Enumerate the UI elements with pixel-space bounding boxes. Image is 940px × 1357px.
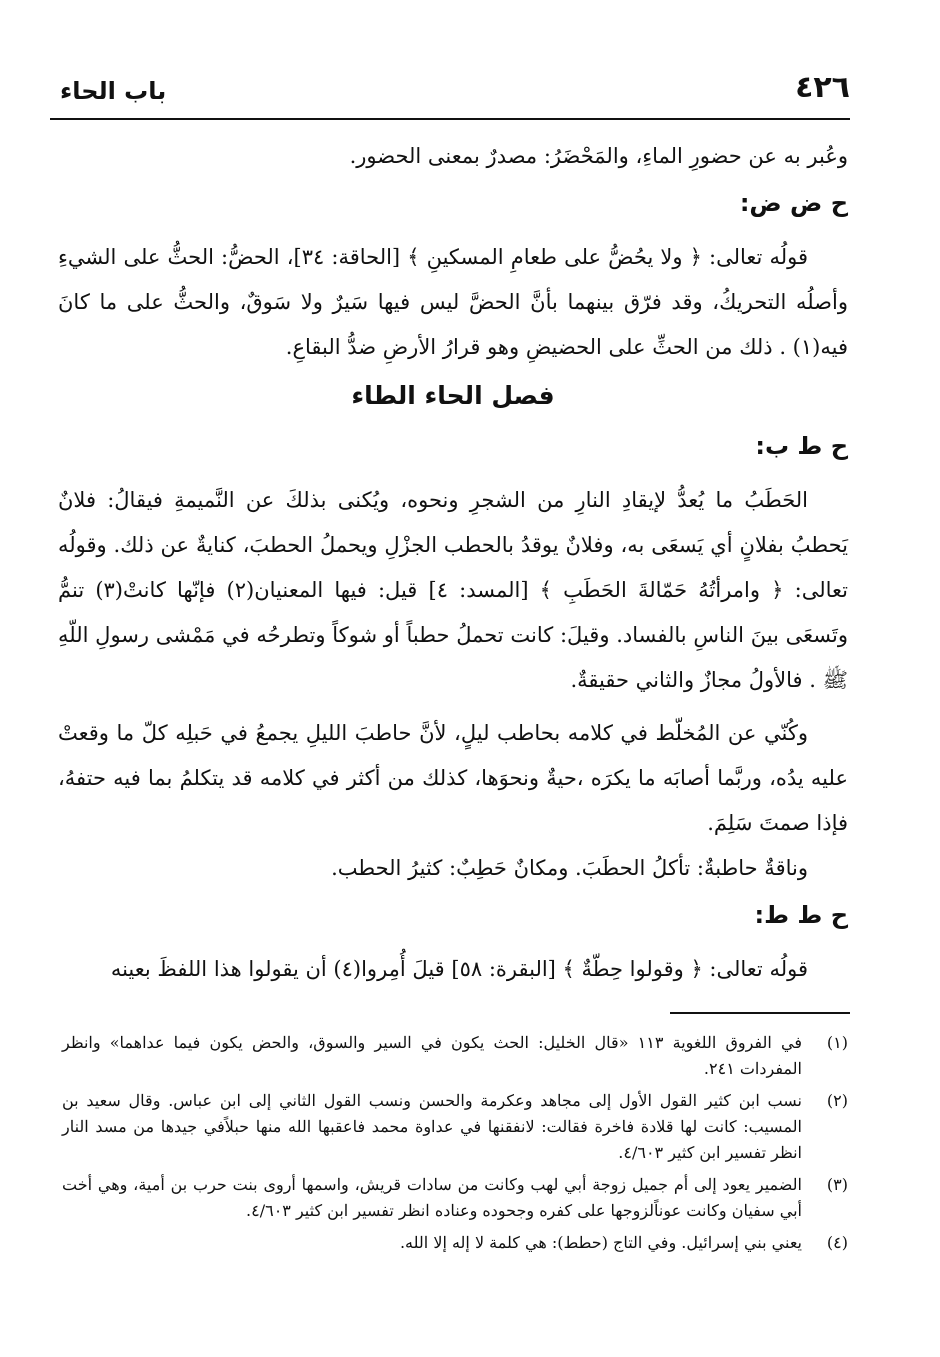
page-number: ٤٢٦ xyxy=(795,70,850,105)
footnote-text: في الفروق اللغوية ١١٣ «قال الخليل: الحث يكون في السير والسوق، والحض يكون فيما عداهما» وانظر المفردات ٢٤١. xyxy=(62,1033,802,1078)
footnote xyxy=(62,1230,848,1256)
page-header xyxy=(60,70,850,110)
footnote-number: (٢) xyxy=(826,1091,848,1110)
section-title: فصل الحاء الطاء xyxy=(351,381,555,410)
root-heading: ح ط ط: xyxy=(754,901,848,929)
footnote-number: (٣) xyxy=(826,1175,848,1194)
paragraph: الحَطَبُ ما يُعدُّ لإيقادِ النارِ من الشجرِ ونحوه، ويُكنى بذلكَ عن النَّميمةِ فيقالُ: فلانٌ يَحطبُ بفلانٍ أي يَسعَى به، وفلانٌ يوقدُ بالحطب الجزْلِ ويحملُ الحطبَ، كنايةٌ عن ذلك. وقولُه تعالى: ﴿ وامرأتُهُ حَمّالةَ الحَطَبِ ﴾ [المسد: ٤] قيل: فيها المعنيان(٢) فإنّها كانتْ(٣) تنمُّ وتَسعَى بينَ الناسِ بالفساد. وقيلَ: كانت تحملُ حطباً أو شوكاً وتطرحُه في مَمْشى رسولِ اللّهِ ﷺ . فالأولُ مجازٌ والثاني حقيقةٌ. xyxy=(58,488,848,692)
footnote-number: (٤) xyxy=(826,1233,848,1252)
root-heading: ح ض ض: xyxy=(739,189,848,217)
footnote-divider xyxy=(670,1012,850,1014)
footnote-text: يعني بني إسرائيل. وفي التاج (حطط): هي كلمة لا إله إلا الله. xyxy=(399,1233,802,1252)
footnote xyxy=(62,1088,848,1166)
footnote-number: (١) xyxy=(826,1033,848,1052)
paragraph: وعُبر به عن حضورِ الماءِ، والمَحْضَرُ: مصدرٌ بمعنى الحضور. xyxy=(349,144,848,168)
paragraph: قولُه تعالى: ﴿ ولا يحُضُّ على طعامِ المسكينِ ﴾ [الحاقة: ٣٤]، الحضُّ: الحثُّ على الشيءِ وأصلُه التحريكُ، وقد فرّق بينهما بأنَّ الحضَّ ليس فيها سَيرٌ ولا سَوقٌ، والحثُّ على ما كانَ فيه(١) . ذلك من الحثِّ على الحضيضِ وهو قرارُ الأرضِ ضدُّ البقاعِ. xyxy=(58,245,848,359)
footnotes xyxy=(62,1030,848,1262)
paragraph: قولُه تعالى: ﴿ وقولوا حِطّةٌ ﴾ [البقرة: ٥٨] قيلَ أُمِروا(٤) أن يقولوا هذا اللفظَ بعينه xyxy=(110,957,808,981)
paragraph: وناقةٌ حاطبةٌ: تأكلُ الحطَبَ. ومكانٌ حَطِبٌ: كثيرُ الحطب. xyxy=(331,856,808,880)
root-heading: ح ط ب: xyxy=(755,432,848,460)
header-divider xyxy=(50,118,850,120)
footnote xyxy=(62,1030,848,1082)
footnote xyxy=(62,1172,848,1224)
footnote-text: الضمير يعود إلى أم جميل زوجة أبي لهب وكانت من سادات قريش، واسمها أروى بنت حرب بن أمية، وهي أخت أبي سفيان وكانت عوناًلزوجها على كفره وجحوده وعناده انظر تفسير ابن كثير ٤/٦٠٣. xyxy=(62,1175,802,1220)
footnote-text: نسب ابن كثير القول الأول إلى مجاهد وعكرمة والحسن ونسب القول الثاني إلى ابن عباس. وقال سعيد بن المسيب: كانت لها قلادة فاخرة فقالت: لانفقنها في عداوة محمد فاعقبها الله منها حبلاًفي جيدها من مسد النار انظر تفسير ابن كثير ٤/٦٠٣. xyxy=(62,1091,802,1162)
chapter-title: باب الحاء xyxy=(60,77,167,105)
main-text xyxy=(58,134,848,992)
paragraph: وكُنّي عن المُخلّط في كلامه بحاطب ليلٍ، لأنَّ حاطبَ الليلِ يجمعُ في حَبلِه كلّ ما وقعتْ عليه يدُه، وربَّما أصابَه ما يكرَه ،حيةٌ ونحوَها، كذلك من أكثر في كلامه قد يتكلمُ بما فيه حتفهُ، فإذا صمتَ سَلِمَ. xyxy=(58,721,848,835)
